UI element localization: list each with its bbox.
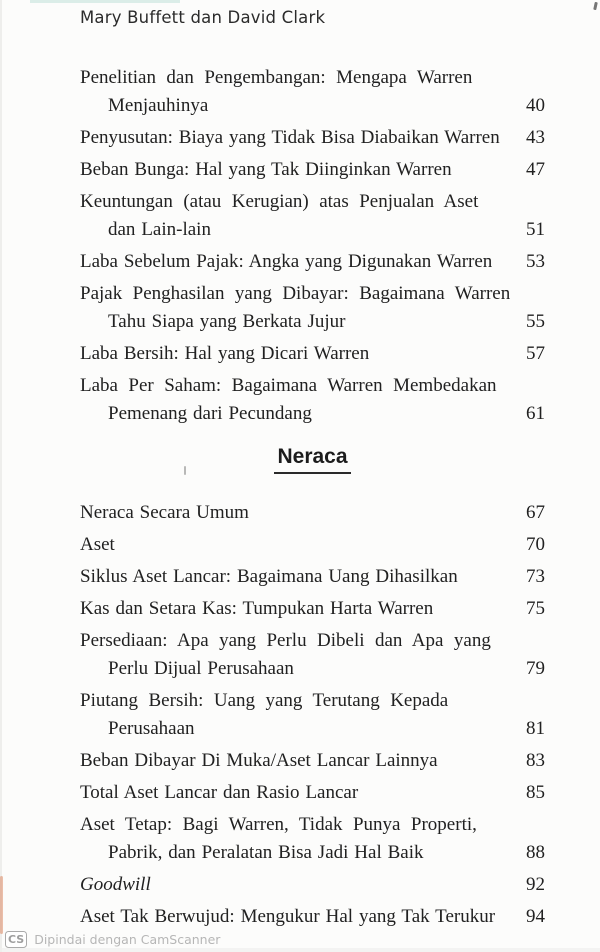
- camscanner-watermark: [5, 931, 220, 948]
- toc-entry-page: 67: [526, 502, 545, 523]
- toc-entry: [80, 779, 545, 807]
- toc-entry-page: 88: [526, 842, 545, 863]
- toc-entry-line: dan Lain-lain: [108, 219, 211, 240]
- toc-entry-line: Pabrik, dan Peralatan Bisa Jadi Hal Baik: [108, 842, 424, 863]
- toc-entry-title: [80, 627, 503, 683]
- toc-entry-line: Total Aset Lancar dan Rasio Lancar: [80, 782, 359, 803]
- camscanner-logo-icon: CS: [5, 931, 27, 948]
- toc-entry-page: 83: [526, 750, 545, 771]
- toc-entry-line: Perlu Dijual Perusahaan: [108, 658, 294, 679]
- toc-entry-title: [80, 248, 503, 276]
- toc-entry: [80, 499, 545, 527]
- toc-entry-title: [80, 188, 503, 244]
- toc-entry-page: 57: [526, 343, 545, 364]
- toc-entry: [80, 156, 545, 184]
- toc: [80, 64, 545, 931]
- toc-entry-title: [80, 687, 503, 743]
- toc-entry-page: 75: [526, 598, 545, 619]
- toc-entry: [80, 248, 545, 276]
- toc-entry-title: [80, 156, 503, 184]
- toc-entry-page: 51: [526, 219, 545, 240]
- toc-entry-line: Beban Bunga: Hal yang Tak Diinginkan Warren: [80, 159, 452, 180]
- toc-entry: [80, 871, 545, 899]
- toc-entry-line: Persediaan: Apa yang Perlu Dibeli dan Apa yang: [80, 630, 491, 651]
- toc-entry: [80, 124, 545, 152]
- toc-entry-page: 70: [526, 534, 545, 555]
- toc-entry: [80, 687, 545, 743]
- toc-group: [80, 64, 545, 428]
- toc-entry: [80, 340, 545, 368]
- toc-entry-line: Aset: [80, 534, 115, 555]
- toc-entry-line: Goodwill: [80, 874, 151, 895]
- toc-entry-title: [80, 64, 503, 120]
- toc-entry-page: 53: [526, 251, 545, 272]
- toc-entry-line: Menjauhinya: [108, 95, 209, 116]
- camscanner-watermark-label: Dipindai dengan CamScanner: [34, 932, 221, 947]
- toc-entry-line: Keuntungan (atau Kerugian) atas Penjualan Aset: [80, 191, 479, 212]
- toc-entry-line: Laba Bersih: Hal yang Dicari Warren: [80, 343, 370, 364]
- toc-entry-line: Laba Per Saham: Bagaimana Warren Membedakan: [80, 375, 497, 396]
- toc-entry-page: 73: [526, 566, 545, 587]
- toc-entry-page: 94: [526, 906, 545, 927]
- toc-entry: [80, 64, 545, 120]
- toc-entry-page: 92: [526, 874, 545, 895]
- toc-entry-title: [80, 871, 503, 899]
- toc-entry-title: [80, 595, 503, 623]
- toc-entry: [80, 531, 545, 559]
- toc-entry-line: Neraca Secara Umum: [80, 502, 249, 523]
- toc-entry-page: 55: [526, 311, 545, 332]
- toc-entry: [80, 372, 545, 428]
- toc-entry-line: Siklus Aset Lancar: Bagaimana Uang Dihasilkan: [80, 566, 458, 587]
- toc-entry-title: [80, 531, 503, 559]
- toc-entry-title: [80, 747, 503, 775]
- toc-entry: [80, 903, 545, 931]
- toc-entry-line: Pajak Penghasilan yang Dibayar: Bagaimana Warren: [80, 283, 511, 304]
- toc-entry: [80, 627, 545, 683]
- section-heading-label: Neraca: [274, 445, 350, 474]
- toc-entry-title: [80, 811, 503, 867]
- toc-entry-page: 85: [526, 782, 545, 803]
- toc-entry-page: 47: [526, 159, 545, 180]
- toc-entry-line: Penelitian dan Pengembangan: Mengapa Warren: [80, 67, 473, 88]
- toc-entry-line: Beban Dibayar Di Muka/Aset Lancar Lainnya: [80, 750, 438, 771]
- toc-entry-line: Tahu Siapa yang Berkata Jujur: [108, 311, 346, 332]
- toc-entry-line: Perusahaan: [108, 718, 195, 739]
- section-heading: [80, 445, 545, 474]
- toc-entry-title: [80, 499, 503, 527]
- toc-entry-title: [80, 779, 503, 807]
- toc-entry-line: Kas dan Setara Kas: Tumpukan Harta Warren: [80, 598, 434, 619]
- toc-entry: [80, 188, 545, 244]
- toc-entry: [80, 747, 545, 775]
- toc-entry-line: Penyusutan: Biaya yang Tidak Bisa Diabaikan Warren: [80, 127, 500, 148]
- toc-entry: [80, 811, 545, 867]
- toc-entry-page: 40: [526, 95, 545, 116]
- running-header: Mary Buffett dan David Clark: [80, 8, 326, 27]
- toc-entry-page: 79: [526, 658, 545, 679]
- toc-entry-title: [80, 340, 503, 368]
- toc-entry-title: [80, 372, 503, 428]
- toc-group: [80, 445, 545, 931]
- toc-entry-page: 43: [526, 127, 545, 148]
- toc-entry-page: 81: [526, 718, 545, 739]
- toc-entry-title: [80, 124, 503, 152]
- toc-entry: [80, 280, 545, 336]
- toc-entry-title: [80, 903, 503, 931]
- toc-entry-line: Pemenang dari Pecundang: [108, 403, 312, 424]
- toc-entry-line: Aset Tak Berwujud: Mengukur Hal yang Tak Terukur: [80, 906, 496, 927]
- toc-entry-title: [80, 280, 511, 336]
- toc-entry: [80, 595, 545, 623]
- toc-entry-title: [80, 563, 503, 591]
- toc-entry-line: Aset Tetap: Bagi Warren, Tidak Punya Properti,: [80, 814, 477, 835]
- toc-entry: [80, 563, 545, 591]
- toc-entry-page: 61: [526, 403, 545, 424]
- toc-entry-line: Piutang Bersih: Uang yang Terutang Kepada: [80, 690, 449, 711]
- toc-entry-line: Laba Sebelum Pajak: Angka yang Digunakan Warren: [80, 251, 493, 272]
